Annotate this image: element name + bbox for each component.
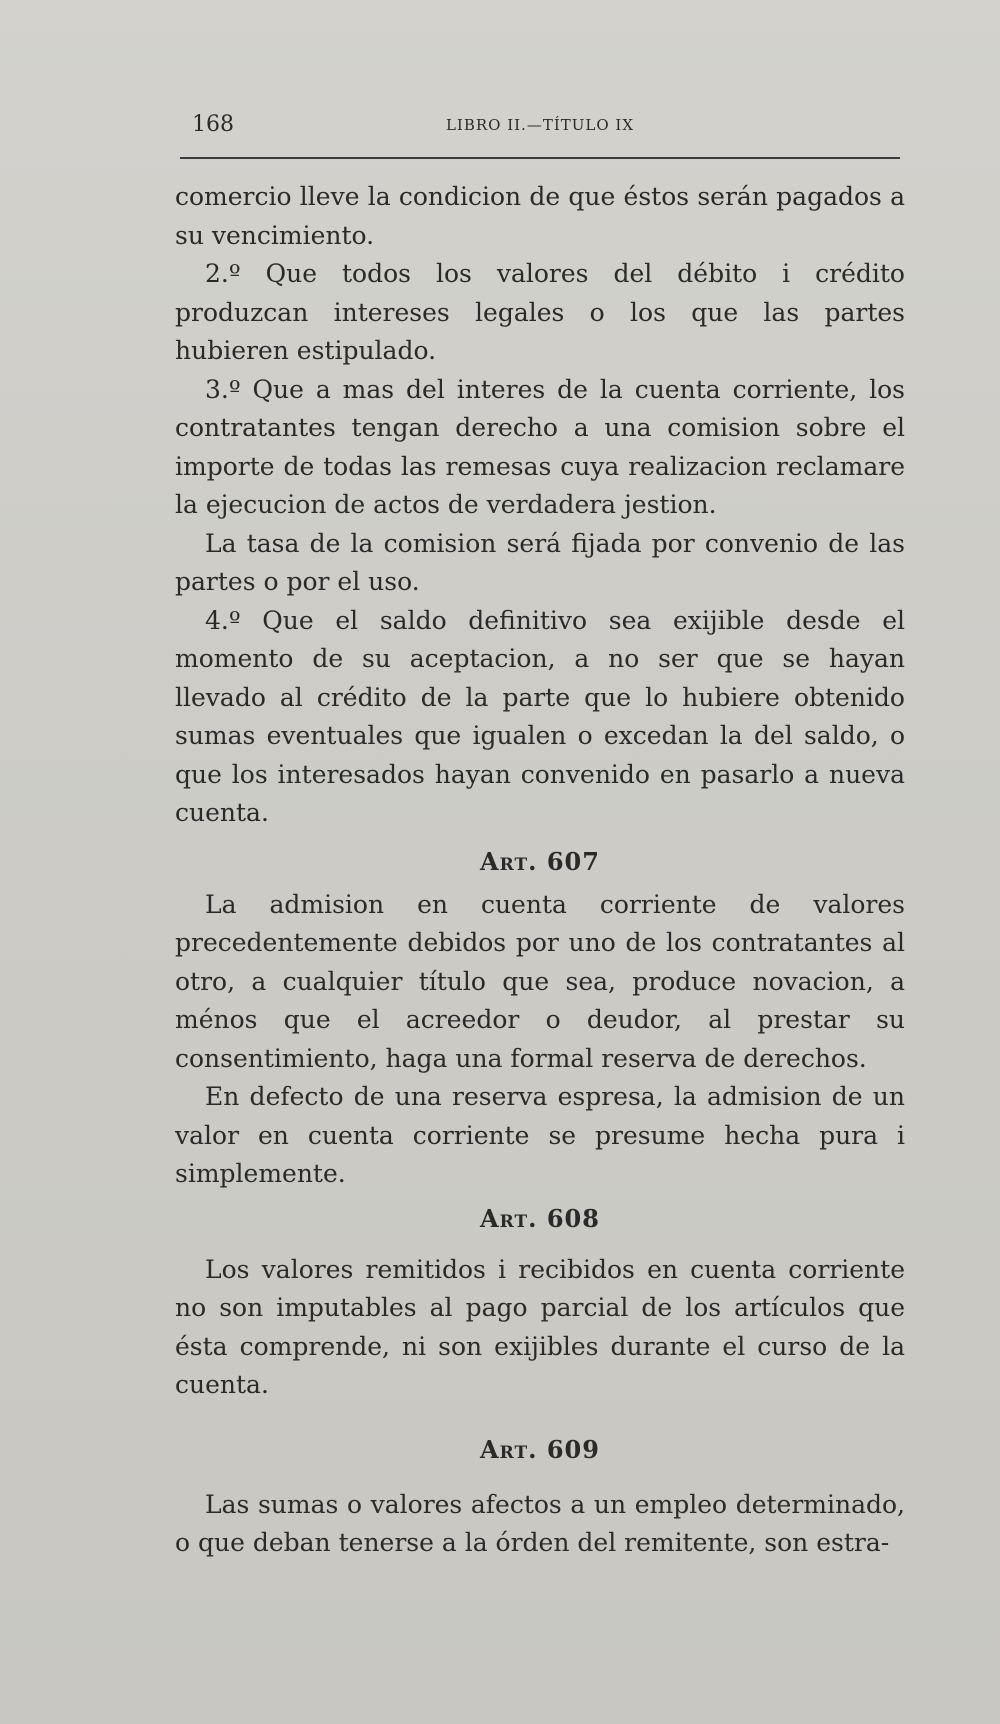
body-text bbox=[175, 178, 905, 1563]
article-heading: Art. 607 bbox=[480, 846, 600, 876]
paragraph: Los valores remitidos i recibidos en cuenta corriente no son imputables al pago parcial de los artículos que ésta comprende, ni son exijibles durante el curso de la cuenta. bbox=[175, 1254, 905, 1399]
article-heading: Art. 608 bbox=[480, 1203, 600, 1233]
paragraph: 2.º Que todos los valores del débito i crédito produzcan intereses legales o los que las partes hubieren estipulado. bbox=[175, 259, 905, 365]
article-heading: Art. 609 bbox=[480, 1434, 600, 1464]
paragraph: 4.º Que el saldo definitivo sea exijible desde el momento de su aceptacion, a no ser que se hayan llevado al crédito de la parte que lo hubiere obtenido sumas eventuales que igualen o excedan la del saldo, o que los interesados hayan convenido en pasarlo a nueva cuenta. bbox=[175, 605, 905, 827]
header-rule bbox=[180, 157, 900, 159]
paragraph: En defecto de una reserva espresa, la admision de un valor en cuenta corriente se presume hecha pura i simplemente. bbox=[175, 1082, 905, 1188]
paragraph: La tasa de la comision será fijada por convenio de las partes o por el uso. bbox=[175, 528, 905, 596]
running-head: LIBRO II.—TÍTULO IX bbox=[445, 116, 635, 134]
page-header bbox=[180, 112, 900, 142]
paragraph: La admision en cuenta corriente de valores precedentemente debidos por uno de los contratantes al otro, a cualquier título que sea, produce novacion, a ménos que el acreedor o deudor, al prestar su consentimiento, haga una formal reserva de derechos. bbox=[175, 889, 905, 1073]
paragraph: Las sumas o valores afectos a un empleo determinado, o que deban tenerse a la órden del remitente, son estra- bbox=[175, 1489, 905, 1557]
paragraph: comercio lleve la condicion de que éstos serán pagados a su vencimiento. bbox=[175, 182, 905, 250]
page-number: 168 bbox=[192, 112, 234, 137]
paragraph: 3.º Que a mas del interes de la cuenta corriente, los contratantes tengan derecho a una comision sobre el importe de todas las remesas cuya realizacion reclamare la ejecucion de actos de verdadera jestion. bbox=[175, 374, 905, 519]
